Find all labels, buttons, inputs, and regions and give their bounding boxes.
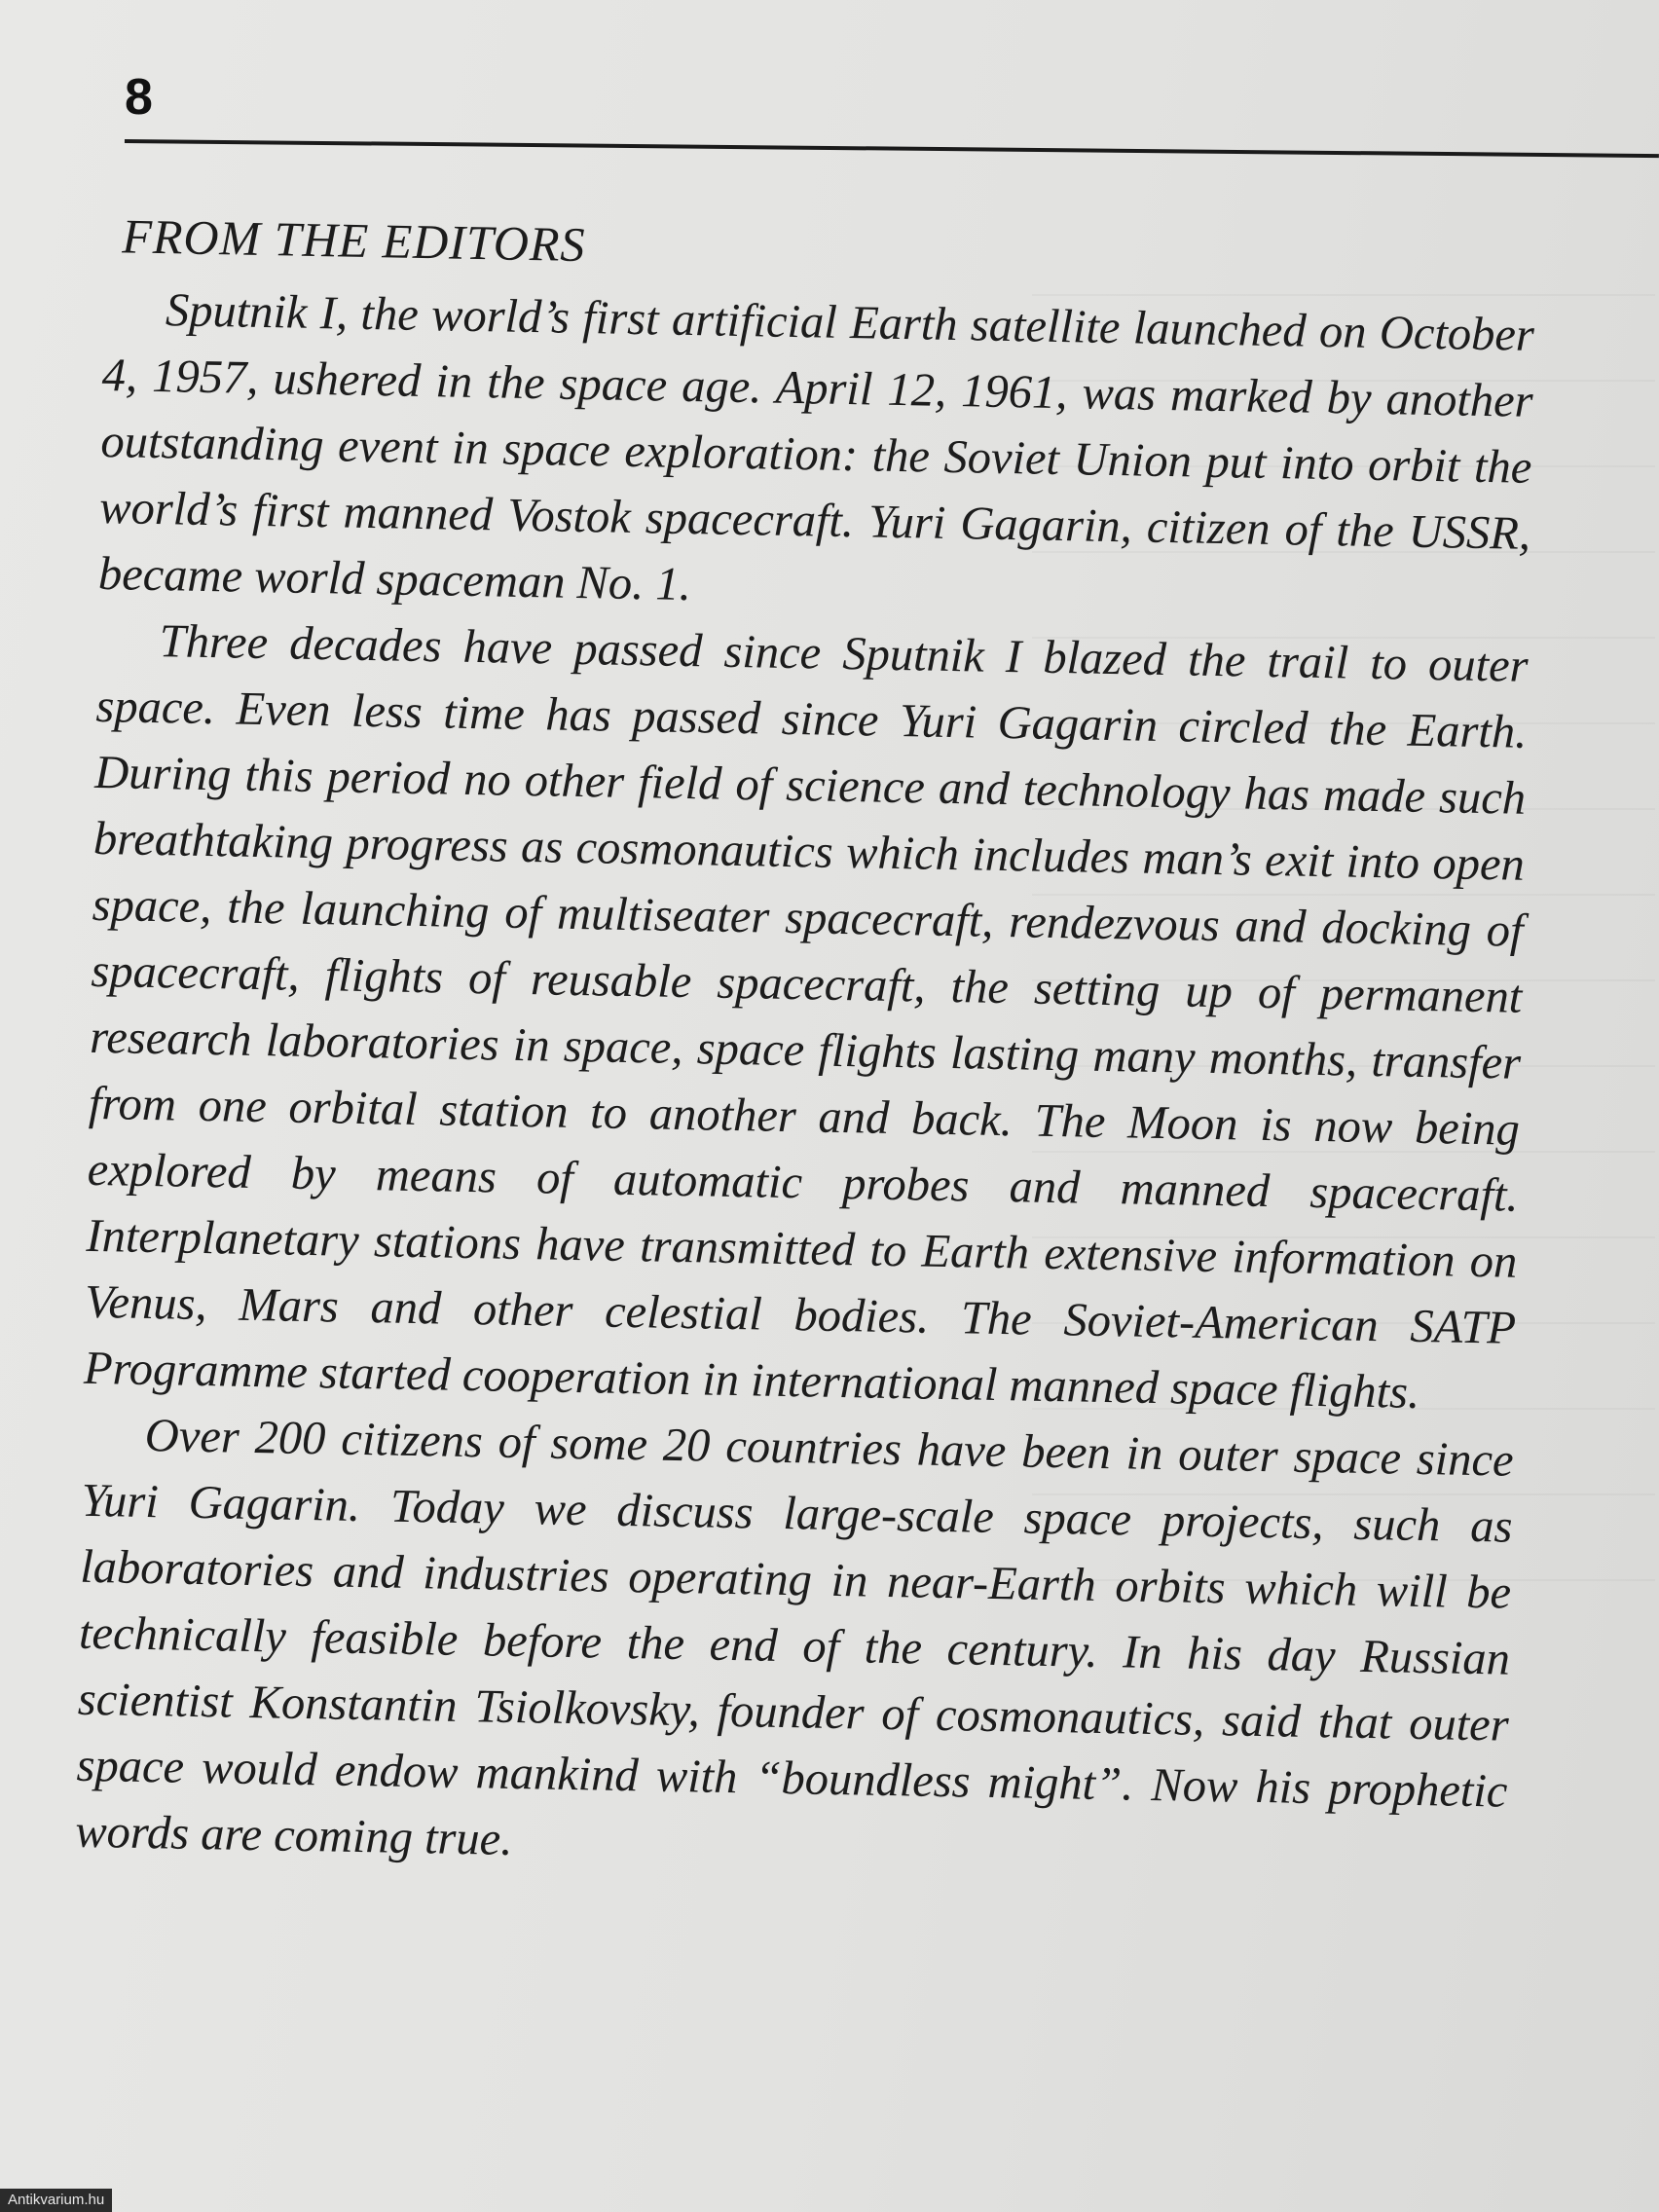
article-paragraph-1: Sputnik I, the world’s first artificial Earth satellite launched on October 4, 1957, ushered in the space age. April 12, 1961, was marked by another outstanding event in space exploration: the Soviet Union put into orbit the world’s first manned Vostok spacecraft. Yuri Gagarin, citizen of the USSR, became world spaceman No. 1.	[97, 284, 1535, 611]
header-rule	[125, 139, 1659, 158]
page-number: 8	[125, 69, 153, 126]
article-paragraph-3: Over 200 citizens of some 20 countries have been in outer space since Yuri Gagarin. Today we discuss large-scale space projects, such as laboratories and industries operating in near-Earth orbits which will be technically feasible before the end of the century. In his day Russian scientist Konstantin Tsiolkovsky, founder of cosmonautics, said that outer space would endow mankind with “boundless might”. Now his prophetic words are coming true.	[74, 1409, 1515, 1865]
editorial-article	[75, 204, 1546, 1892]
article-heading: FROM THE EDITORS	[121, 208, 586, 273]
watermark-label: Antikvarium.hu	[0, 2189, 112, 2212]
article-paragraph-2: Three decades have passed since Sputnik I blazed the trail to outer space. Even less time has passed since Yuri Gagarin circled the Earth. During this period no other field of science and technology has made such breathtaking progress as cosmonautics which includes man’s exit into open space, the launching of multiseater spacecraft, rendezvous and docking of spacecraft, flights of reusable spacecraft, the setting up of permanent research laboratories in space, space flights lasting many months, transfer from one orbital station to another and back. The Moon is now being explored by means of automatic probes and manned spacecraft. Interplanetary stations have transmitted to Earth extensive information on Venus, Mars and other celestial bodies. The Soviet-American SATP Programme started cooperation in international manned space flights.	[83, 615, 1530, 1419]
